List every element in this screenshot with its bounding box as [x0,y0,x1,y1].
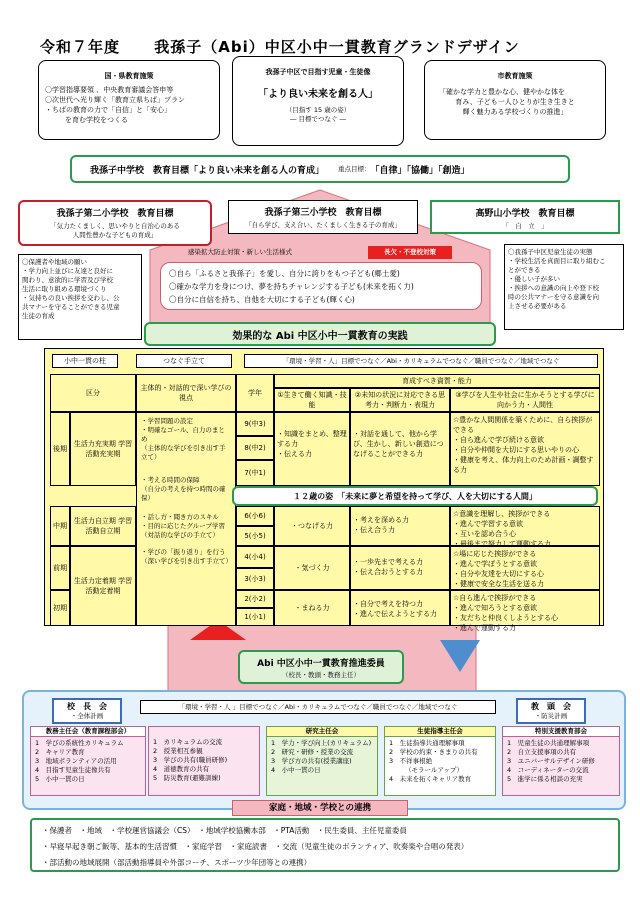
community-line: ・保護者 ・地域 ・学校運営協議会（CS） ・地域学校協働本部 ・PTA活動 ・民生委員、主任児童委員 [42,826,407,835]
c2-first [350,590,450,626]
group-item: 4 道徳教育の共有 [153,765,210,773]
national-line: を育む学校をつくる [65,116,128,124]
group-title [149,727,259,736]
header-view: 主体的・対話的で深い学びの視点 [136,374,236,412]
note-line: ・気持ちの良い挨拶を交わし、公 [22,294,120,302]
community-line: ・早寝早起き朝ご飯等、基本的生活習慣 ・家庭学習 ・家庭読書 ・交流（児童生徒のボランティア、吹奏楽や合唱の発表） [42,842,469,851]
c3-line: ・最後まで努力して運動する力 [453,540,551,548]
c2-line: ・考えを深める力 [353,516,409,524]
school-name: 我孫子第三小学校 教育目標 [264,208,382,218]
truancy-label: 長欠・不登校対策 [368,246,452,259]
group-item: 5 小中一貫の日 [35,775,85,783]
view-line: ・考える時間の保障 [141,476,200,484]
national-line: 〇学習指導要領 、中央教育審議会答申等 [45,86,174,94]
group-item: （モラールアップ） [405,766,463,774]
term-late: 生活力充実期 学習活動充実期 [70,412,136,486]
note-line: 共マナーを守ることができる児童 [22,303,120,311]
center-goal-line: 〇自分に自信を持ち、自他を大切にする子ども(輝く心) [169,295,355,304]
group-special [502,726,620,796]
c1-early: ・気づく力 [274,546,350,590]
header-kubun: 区分 [50,374,136,412]
c3-mid [450,506,600,546]
c3-line: ・友だちと仲良くしようとする心 [453,614,558,622]
note-line: 関わり、意欲的に学習及び学校 [22,276,113,284]
jhs-focus: 「自律」「協働」「創造」 [370,165,470,176]
note-line: 上させる必要がある [508,302,567,310]
school-box-3 [228,200,418,234]
group-item: 1 学びの系統性カリキュラム [35,739,124,747]
view-line: ・学習問題の設定 [141,417,193,425]
c3-line: ☆意識を理解し、挨拶ができる [453,510,551,518]
note-line: 〇保護者や地域の願い [22,258,87,266]
group-item: 1 児童生徒の共通理解事項 [507,739,590,747]
center-goals [160,262,482,310]
vps-sub: ・防災計画 [534,712,568,720]
group-title: 特別支援教育部会 [503,727,619,737]
c3-line: ・進んで学習する意欲 [453,520,523,528]
city-heading: 市教育施策 [497,72,533,80]
group-item: 5 防災教育(避難訓練) [153,774,221,782]
community-box [30,818,620,872]
view-column [136,412,236,626]
note-line: 生活に取り組める環境づくり [22,285,107,293]
group-item: 3 学び方の共有(授業講座) [271,757,352,765]
c3-line: ・自分や仲間を大切にする思いやりの心 [453,446,579,454]
stage-mid: 中期 [50,506,70,546]
group-item: 2 授業相互参観 [153,747,203,755]
header-skills: 育成すべき資質・能力 [274,374,600,388]
group-curriculum [148,726,260,796]
group-item: 4 目指す児童生徒像共有 [35,766,111,774]
school-name: 我孫子第二小学校 教育目標 [56,209,174,219]
group-item: 4 小中一貫の日 [271,766,321,774]
promotion-committee [238,650,404,684]
c2-line: ・一歩先まで考える力 [353,558,423,566]
group-title: 研究主任会 [267,727,377,737]
city-line: 「確かな学力と豊かな心、健やかな体を [439,88,565,96]
community-title: 家庭・地域・学校との連携 [232,800,408,816]
pillar-text: 「環境・学習・人」目標でつなぐ／Abi・カリキュラムでつなぐ／職員でつなぐ／地域でつなぐ [244,354,598,368]
group-item: 4 未来を拓くキャリア教育 [389,775,472,783]
group-item: 3 地域ボランティアの活用 [35,757,117,765]
group-item: 3 学びの共有(職員研修) [153,756,228,764]
c1-mid: ・つなげる力 [274,506,350,546]
group-kyomu [30,726,146,796]
promo-sub: （校長・教頭・教務主任） [282,671,360,679]
c3-early [450,546,600,590]
grade-cell: 2(小2) [236,590,274,608]
center-goal-line: 〇自ら「ふるさと我孫子」を愛し、自分に誇りをもつ子ども(郷土愛) [169,269,400,278]
school-box-2 [18,200,212,246]
c2-line: ・進んで伝えようとする力 [353,610,437,618]
city-line: 輝く魅力ある学校づくりの推進」 [462,108,568,116]
principals-title: 校 長 会 [67,702,107,711]
jhs-focus-label: 重点目標： [338,164,371,173]
aim-slogan: 「より良い未来を創る人」 [258,89,378,100]
group-item: 3 ユニバーサルデザイン研修 [507,757,595,765]
principals-box [52,698,122,724]
note-line: ・学校生活を真面目に取り組むこ [508,257,606,265]
c3-line: ・進んで運動する力 [453,624,516,632]
c1-first: ・まねる力 [274,590,350,626]
title-year: 令和７年度 [40,38,121,56]
school-goal: 人間性豊かな子どもの育成」 [72,231,158,239]
aim-sub1: （目指す 15 歳の姿） [285,106,351,114]
pillar-label: 小中一貫の柱 [52,354,118,368]
community-line: ・部活動の地域展開（部活動指導員や外部コーチ、スポーツ少年団等との連携） [42,858,312,867]
view-line: ・目的に応じたグループ学習（対話的な学びの手立て） [141,522,225,539]
c3-line: ☆場に応じた挨拶ができる [453,550,537,558]
c3-line: ☆自ら進んで挨拶ができる [453,594,537,602]
term-mid: 生活力自立期 学習活動自立期 [70,506,136,546]
vps-title: 教 頭 会 [531,702,571,711]
c1-late [274,412,350,486]
school-name: 高野山小学校 教育目標 [475,209,575,219]
group-item: 3 不祥事根絶 [389,757,433,765]
bottom-connect-line: 「環境・学習・人 」目標でつなぐ／Abi・カリキュラムでつなぐ／職員でつなぐ／地域でつなぐ [140,700,496,714]
city-line: 育み、子ども一人ひとりが生き生きと [455,98,575,106]
grade-cell: 5(小5) [236,526,274,546]
national-line: ・ちばの教育の力で「自信」と「安心」 [45,106,171,114]
c1-line: ・知識をまとめ、整理する力 [277,430,347,448]
note-line: ・優しい子が多い [508,275,560,283]
note-line: とができる [508,266,541,274]
aim-sub2: ― 目標でつなぐ ― [289,115,347,123]
group-item: 1 学力・学び向上(カリキュラム) [271,739,372,747]
grade-cell: 8(中2) [236,436,274,460]
c3-line: ・進んで学ぼうとする意欲 [453,560,537,568]
stage-late: 後期 [50,412,70,486]
left-note [18,254,142,340]
view-line: （自分の考えを持つ時間の確保） [141,485,226,502]
note-line: 〇我孫子中区児童生徒の実態 [508,248,593,256]
note-line: 時の公共マナーを守る意識を向 [508,293,599,301]
group-item: 5 進学に係る相談の充実 [507,775,583,783]
c3-line: ・健康で安全な生活を送る力 [453,580,544,588]
practice-title: 効果的な Abi 中区小中一貫教育の実践 [144,322,496,346]
pillar-connect: つなぐ手立て [136,354,232,368]
right-note [504,244,624,330]
c2-line: ・自分で考えを持つ力 [353,600,423,608]
view-spacer [141,540,231,548]
group-title: 生徒指導主任会 [385,727,495,737]
c3-line: ・健康を考え、体力向上のため計画・調整する力 [453,456,594,474]
school-box-koyasan [430,200,620,234]
group-item: 1 生徒指導共通理解事項 [389,739,465,747]
view-spacer [141,462,231,476]
group-item: 2 学校の約束・きまりの共有 [389,748,478,756]
stage-first: 初期 [50,590,70,626]
grade-cell: 7(中1) [236,460,274,486]
vps-box [516,698,586,724]
national-line: 〇次世代へ光り輝く「教育立県ちば」プラン [45,96,185,104]
group-item: 4 コーディネーターの交流 [507,766,589,774]
group-research [266,726,378,796]
aim-heading: 我孫子中区で目指す児童・生徒像 [265,68,371,76]
c2-line: ・伝え合う力 [353,526,395,534]
c3-line: ・自ら進んで学び続ける意欲 [453,436,544,444]
c1-line: ・伝える力 [277,450,312,458]
view-line: ・学びの「振り返り」を行う（深い学びを引き出す手立て） [141,548,232,565]
note-line: ・学力向上並びに友達と良好に [22,267,113,275]
c3-late [450,412,600,486]
header-c2: ②未知の状況に対応できる思考力・判断力・表現力 [350,388,450,412]
group-item: 1 カリキュラムの交流 [153,738,223,746]
c2-early [350,546,450,590]
title-main: 我孫子（Abi）中区小中一貫教育グランドデザイン [154,38,520,56]
c3-first [450,590,600,632]
view-line: （主体的な学びを引き出す手立て） [141,444,226,461]
view-line: ・話し方・聞き方のスキル [141,513,219,521]
jhs-goal-text: 我孫子中学校 教育目標「より良い未来を創る人の育成」 [90,165,325,176]
grade-cell: 4(小4) [236,546,274,568]
national-heading: 国・県教育施策 [104,72,154,80]
school-goal: 「気力たくましく、思いやりと自治心のある [50,222,180,230]
age12-banner: １２歳の姿 「未来に夢と希望を持って学び、人を大切にする人間」 [232,486,598,506]
grade-cell: 9(中3) [236,412,274,436]
view-spacer [141,503,231,513]
promo-title: Abi 中区小中一貫教育推進委員 [257,659,385,669]
group-item: 2 自立支援事項の共有 [507,748,577,756]
principals-sub: ・全体計画 [70,712,104,720]
c3-line: ☆豊かな人間関係を築くために、自ら挨拶ができる [453,416,593,434]
infection-label: 感染拡大防止対策・新しい生活様式 [188,248,292,256]
center-goal-line: 〇確かな学力を身につけ、夢を持ちチャレンジする子ども(未来を拓く力) [169,282,414,291]
group-title: 教務主任会（教育課程部会） [31,727,145,737]
grade-cell: 1(小1) [236,608,274,626]
term-early: 生活力定着期 学習活動定着期 [70,546,136,626]
grade-cell: 6(小6) [236,506,274,526]
header-grade: 学年 [236,374,274,412]
note-line: 生徒の育成 [22,312,55,320]
school-goal: 「 自 立 」 [502,222,548,230]
group-item: 2 キャリア教育 [35,748,85,756]
c2-line: ・伝え合おうとする力 [353,568,423,576]
c2-mid [350,506,450,546]
c2-late: ・対話を通して、他から学び、生かし、新しい創造につなげることができる力 [350,412,450,486]
c3-line: ・進んで知ろうとする意欲 [453,604,537,612]
header-c1: ①生きて働く知識・技能 [274,388,350,412]
c3-line: ・互いを認め合う心 [453,530,516,538]
view-line: ・明確なゴール、自力のまとめ [141,426,225,443]
group-item: 2 研究・研修・授業の交流 [271,748,354,756]
note-line: ・挨拶への意識の向上や登下校 [508,284,599,292]
school-goal: 「自ら学び、支え合い、たくましく生きる子の育成」 [245,221,401,229]
c3-line: ・自分や友達を大切にする心 [453,570,544,578]
header-c3: ③学びを人生や社会に生かそうとする学びに向かう力・人間性 [450,388,600,412]
stage-early: 前期 [50,546,70,590]
group-guidance [384,726,496,796]
grade-cell: 3(小3) [236,568,274,590]
